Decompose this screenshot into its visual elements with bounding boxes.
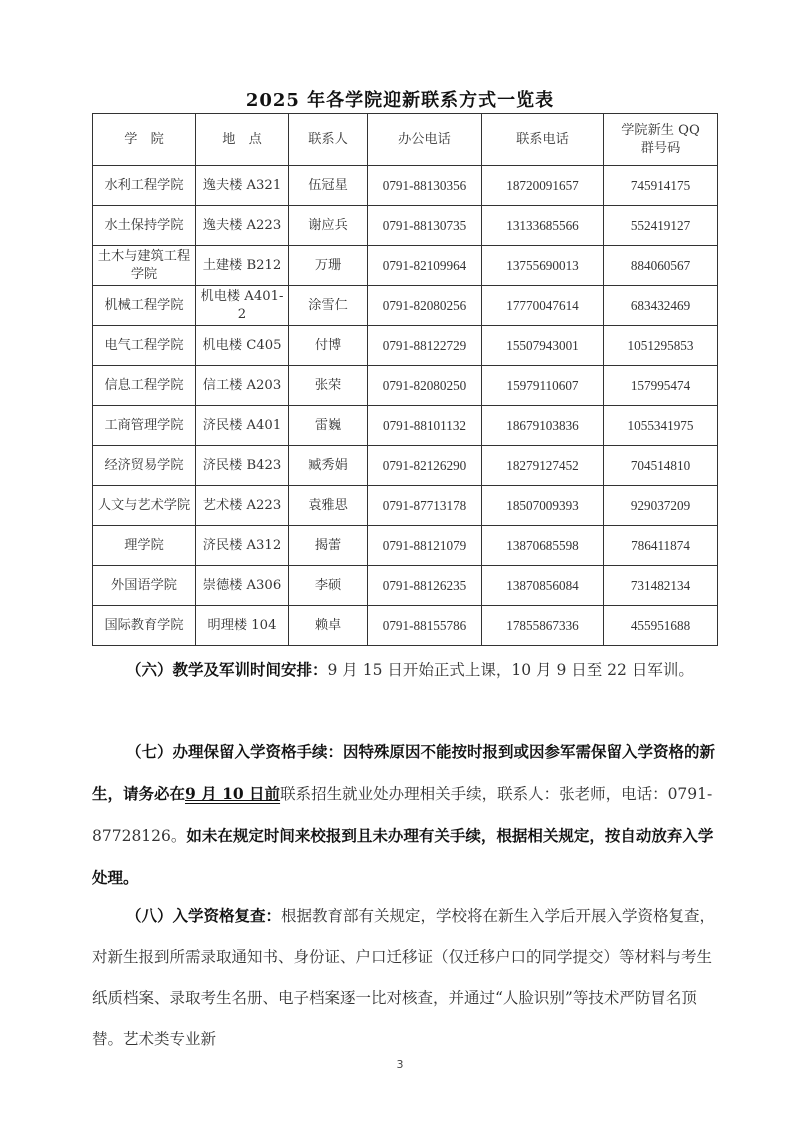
cell-college: 理学院 [93, 526, 196, 566]
cell-office-phone: 0791-88121079 [368, 526, 482, 566]
cell-contact-phone: 18279127452 [482, 446, 604, 486]
cell-qq-group: 929037209 [604, 486, 718, 526]
section-six-text: 9 月 15 日开始正式上课，10 月 9 日至 22 日军训。 [327, 661, 694, 679]
table-row [93, 326, 718, 366]
cell-location: 艺术楼 A223 [196, 486, 289, 526]
cell-college: 人文与艺术学院 [93, 486, 196, 526]
cell-location: 济民楼 B423 [196, 446, 289, 486]
cell-contact-phone: 18679103836 [482, 406, 604, 446]
cell-qq-group: 704514810 [604, 446, 718, 486]
table-row [93, 246, 718, 286]
section-six-heading: （六）教学及军训时间安排： [126, 660, 328, 679]
cell-location: 崇德楼 A306 [196, 566, 289, 606]
section-six [92, 649, 717, 691]
table-row [93, 406, 718, 446]
cell-contact-phone: 18720091657 [482, 166, 604, 206]
cell-college: 工商管理学院 [93, 406, 196, 446]
cell-location: 逸夫楼 A321 [196, 166, 289, 206]
header-contact: 联系人 [289, 114, 368, 166]
cell-college: 水利工程学院 [93, 166, 196, 206]
table-row [93, 566, 718, 606]
cell-qq-group: 157995474 [604, 366, 718, 406]
cell-qq-group: 745914175 [604, 166, 718, 206]
cell-college: 经济贸易学院 [93, 446, 196, 486]
document-title: 2025 年各学院迎新联系方式一览表 [245, 90, 555, 111]
table-row [93, 166, 718, 206]
cell-contact: 雷巍 [289, 406, 368, 446]
cell-contact: 张荣 [289, 366, 368, 406]
header-location: 地 点 [196, 114, 289, 166]
cell-contact: 袁雅思 [289, 486, 368, 526]
table-row [93, 526, 718, 566]
table-header-row [93, 114, 718, 166]
page-number: 3 [396, 1058, 404, 1071]
cell-contact: 李硕 [289, 566, 368, 606]
cell-contact-phone: 13870856084 [482, 566, 604, 606]
cell-contact-phone: 13870685598 [482, 526, 604, 566]
cell-qq-group: 786411874 [604, 526, 718, 566]
cell-contact: 伍冠星 [289, 166, 368, 206]
cell-contact-phone: 13755690013 [482, 246, 604, 286]
cell-office-phone: 0791-82109964 [368, 246, 482, 286]
cell-office-phone: 0791-87713178 [368, 486, 482, 526]
table-row [93, 206, 718, 246]
cell-college: 电气工程学院 [93, 326, 196, 366]
cell-location: 明理楼 104 [196, 606, 289, 646]
cell-location: 济民楼 A401 [196, 406, 289, 446]
cell-contact: 臧秀娟 [289, 446, 368, 486]
cell-college: 水土保持学院 [93, 206, 196, 246]
section-seven-text: 联系招生就业处办理相关手续，联系人：张老师，电话：0791-87728126。 [92, 785, 713, 845]
cell-office-phone: 0791-88122729 [368, 326, 482, 366]
cell-contact: 谢应兵 [289, 206, 368, 246]
cell-contact: 涂雪仁 [289, 286, 368, 326]
section-seven-heading: （七）办理保留入学资格手续： [126, 742, 344, 761]
cell-college: 土木与建筑工程学院 [93, 246, 196, 286]
header-office-phone: 办公电话 [368, 114, 482, 166]
cell-office-phone: 0791-82080250 [368, 366, 482, 406]
cell-contact: 万珊 [289, 246, 368, 286]
cell-office-phone: 0791-82080256 [368, 286, 482, 326]
cell-college: 信息工程学院 [93, 366, 196, 406]
section-seven-deadline: 9 月 10 日前 [185, 784, 281, 803]
cell-qq-group: 731482134 [604, 566, 718, 606]
cell-office-phone: 0791-88101132 [368, 406, 482, 446]
cell-college: 机械工程学院 [93, 286, 196, 326]
cell-location: 济民楼 A312 [196, 526, 289, 566]
cell-office-phone: 0791-88130735 [368, 206, 482, 246]
cell-qq-group: 552419127 [604, 206, 718, 246]
cell-college: 外国语学院 [93, 566, 196, 606]
section-seven [92, 731, 717, 899]
cell-location: 逸夫楼 A223 [196, 206, 289, 246]
table-row [93, 286, 718, 326]
cell-contact-phone: 18507009393 [482, 486, 604, 526]
cell-qq-group: 884060567 [604, 246, 718, 286]
cell-contact-phone: 15507943001 [482, 326, 604, 366]
table-row [93, 366, 718, 406]
cell-contact-phone: 17855867336 [482, 606, 604, 646]
cell-office-phone: 0791-88126235 [368, 566, 482, 606]
cell-location: 土建楼 B212 [196, 246, 289, 286]
cell-office-phone: 0791-82126290 [368, 446, 482, 486]
cell-qq-group: 1055341975 [604, 406, 718, 446]
table-row [93, 606, 718, 646]
cell-qq-group: 1051295853 [604, 326, 718, 366]
cell-contact: 揭蕾 [289, 526, 368, 566]
table-row [93, 446, 718, 486]
section-eight [92, 895, 717, 1060]
header-qq-group: 学院新生 QQ 群号码 [604, 114, 718, 166]
cell-qq-group: 455951688 [604, 606, 718, 646]
cell-office-phone: 0791-88155786 [368, 606, 482, 646]
cell-college: 国际教育学院 [93, 606, 196, 646]
cell-contact: 赖卓 [289, 606, 368, 646]
section-eight-heading: （八）入学资格复查： [126, 906, 282, 925]
section-eight-text: 根据教育部有关规定，学校将在新生入学后开展入学资格复查，对新生报到所需录取通知书、身份证、户口迁移证（仅迁移户口的同学提交）等材料与考生纸质档案、录取考生名册、电子档案逐一比对核查，并通过“人脸识别”等技术严防冒名顶替。艺术类专业新 [92, 907, 716, 1048]
cell-contact: 付博 [289, 326, 368, 366]
cell-contact-phone: 15979110607 [482, 366, 604, 406]
section-seven-bold1: 因特殊原因不能按时报到或因参军需保留入学资格的新生，请务必在 [92, 742, 716, 803]
cell-contact-phone: 13133685566 [482, 206, 604, 246]
header-college: 学 院 [93, 114, 196, 166]
table-row [93, 486, 718, 526]
contacts-table [92, 113, 718, 646]
cell-office-phone: 0791-88130356 [368, 166, 482, 206]
cell-location: 信工楼 A203 [196, 366, 289, 406]
cell-location: 机电楼 C405 [196, 326, 289, 366]
section-seven-bold2: 如未在规定时间来校报到且未办理有关手续，根据相关规定，按自动放弃入学处理。 [92, 826, 714, 887]
cell-qq-group: 683432469 [604, 286, 718, 326]
cell-location: 机电楼 A401-2 [196, 286, 289, 326]
header-contact-phone: 联系电话 [482, 114, 604, 166]
cell-contact-phone: 17770047614 [482, 286, 604, 326]
